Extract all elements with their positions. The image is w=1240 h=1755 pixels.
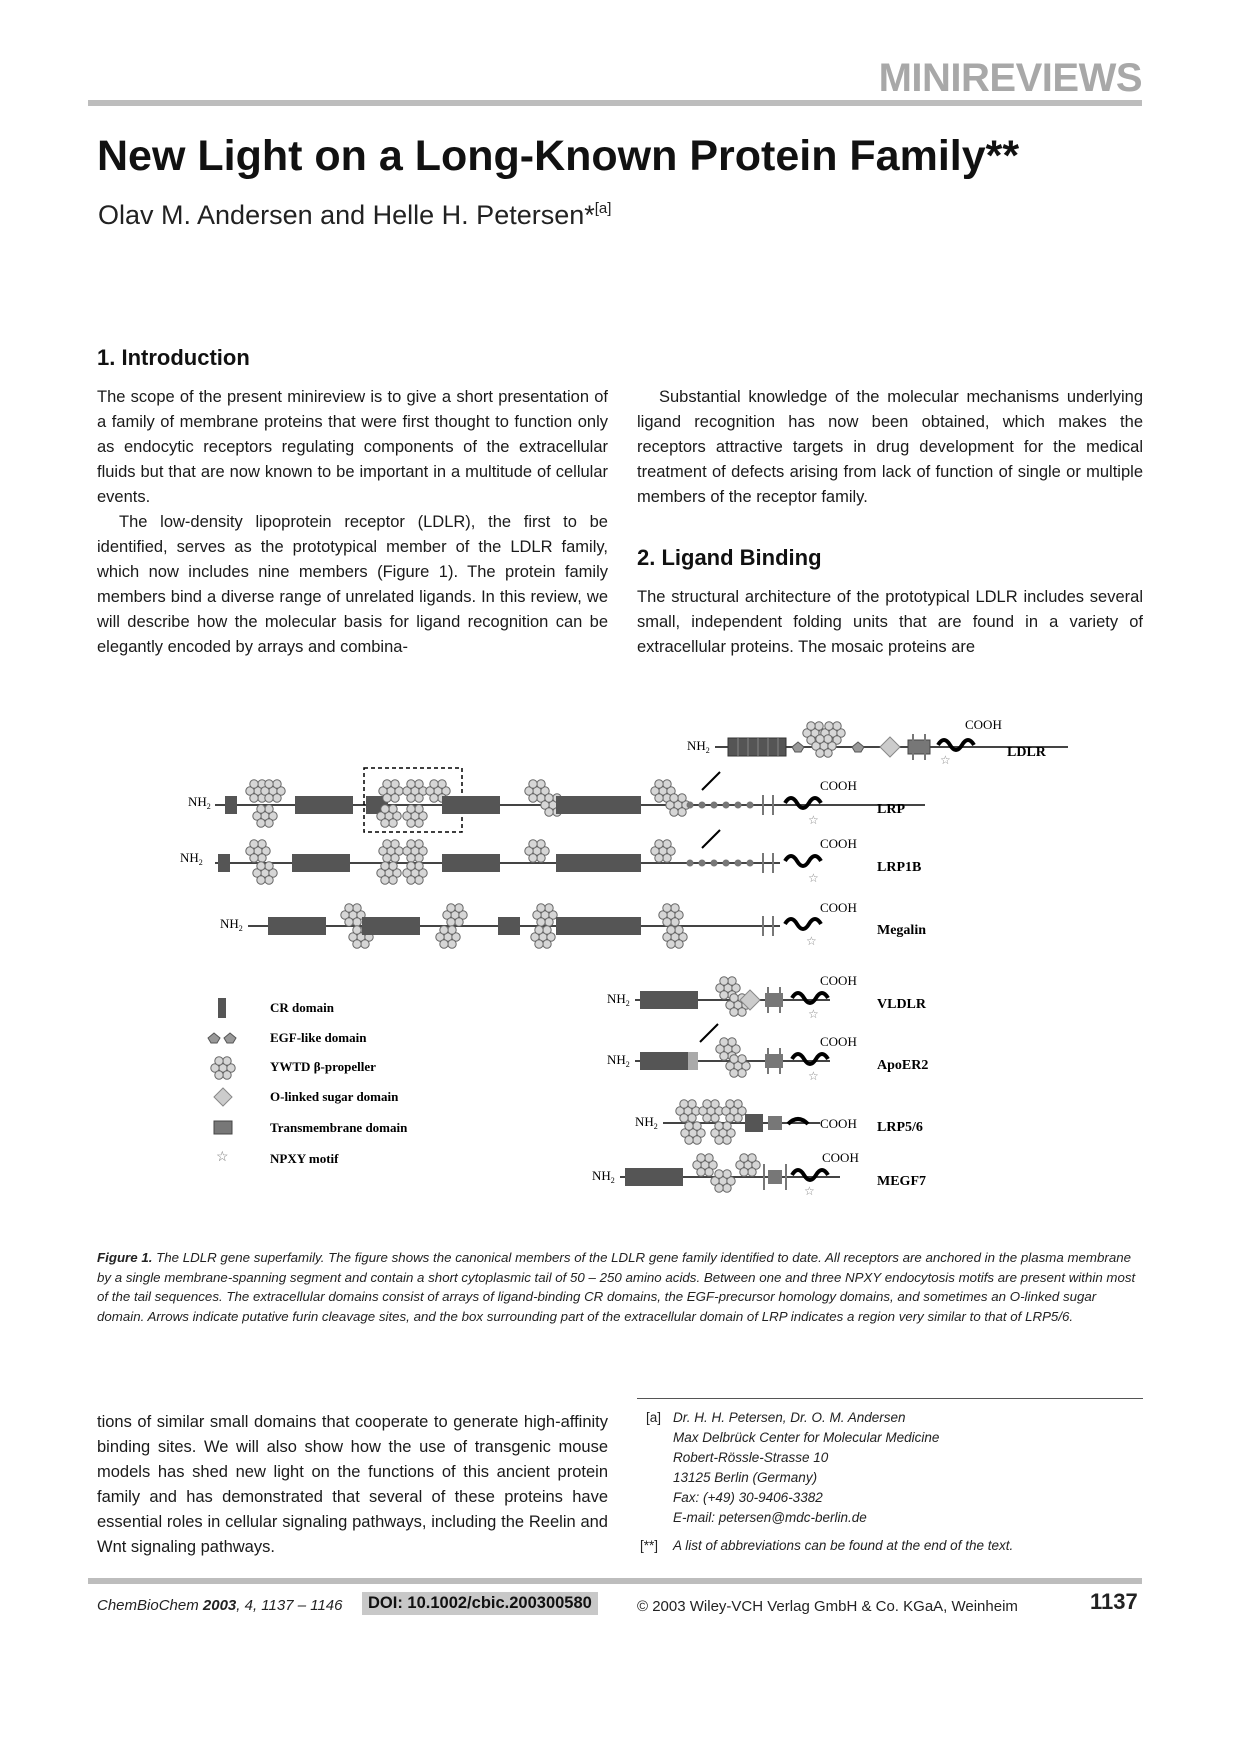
protein-label-ldlr: LDLR [1007, 745, 1046, 760]
ligand-column [637, 585, 1143, 660]
legend-label-tm: Transmembrane domain [270, 1120, 408, 1135]
footnote-line: Max Delbrück Center for Molecular Medicine [673, 1430, 940, 1445]
cooh-label: COOH [820, 836, 857, 851]
ligand-paragraph-1: The structural architecture of the prototypical LDLR includes several small, independent folding units that are found in a variety of extracellular proteins. The mosaic proteins are [637, 588, 1143, 656]
cooh-label: COOH [820, 1034, 857, 1049]
footer-rule [88, 1578, 1142, 1584]
cooh-label: COOH [820, 973, 857, 988]
protein-label-lrp1b: LRP1B [877, 860, 922, 875]
author-names: Olav M. Andersen and Helle H. Petersen* [98, 200, 595, 230]
article-authors [98, 200, 611, 231]
continuation-column [97, 1410, 608, 1560]
caption-text: The LDLR gene superfamily. The figure shows the canonical members of the LDLR gene family identified to date. All receptors are anchored in the plasma membrane by a single membrane-spanning segment and contain a short cytoplasmic tail of 50 – 250 amino acids. Between one and three NPXY endocytosis motifs are present within most of the tail sequences. The extracellular domains consist of arrays of ligand-binding CR domains, the EGF-precursor homology domains, and sometimes an O-linked sugar domain. Arrows indicate putative furin cleavage sites, and the box surrounding part of the extracellular domain of LRP indicates a region very similar to that of LRP5/6. [97, 1250, 1136, 1324]
transmembrane-glyph [214, 1121, 232, 1134]
legend-label-cr: CR domain [270, 1000, 334, 1015]
cooh-label: COOH [820, 778, 857, 793]
row-lrp [188, 768, 925, 832]
header-rule [88, 100, 1142, 106]
nh2-label: $NH_2$ [687, 738, 710, 755]
figure-1-diagram [180, 700, 1080, 1240]
page-number: 1137 [1090, 1589, 1138, 1614]
row-lrp5-6 [635, 1100, 923, 1144]
article-title: New Light on a Long-Known Protein Family** [97, 132, 1020, 180]
npxy-motif-glyph: ☆ [216, 1150, 229, 1165]
protein-label-megf7: MEGF7 [877, 1174, 926, 1189]
footer-journal: ChemBioChem 2003, 4, 1137 – 1146 [97, 1597, 343, 1614]
footnote-rule [637, 1398, 1143, 1399]
intro-paragraph-1: The scope of the present minireview is to give a short presentation of a family of membrane proteins that were first thought to function only as endocytic receptors regulating components of the extracellular fluids but that are now known to be important in a multitude of cellular events. [97, 388, 608, 506]
row-megf7 [592, 1150, 926, 1198]
footnote-affiliation [673, 1408, 939, 1528]
npxy-star: ☆ [940, 753, 951, 767]
protein-label-megalin: Megalin [877, 923, 926, 938]
caption-label: Figure 1. [97, 1250, 153, 1265]
svg-text:☆: ☆ [806, 934, 817, 948]
protein-label-vldlr: VLDLR [877, 997, 927, 1012]
figure-legend [208, 998, 408, 1166]
intro-paragraph-3: Substantial knowledge of the molecular mechanisms underlying ligand recognition has now been obtained, which makes the receptors attractive targets in drug development for the medical treatment of defects arising from lack of function of single or multiple members of the receptor family. [637, 388, 1143, 506]
egf-domain-glyph [208, 1033, 220, 1043]
footer-doi[interactable]: DOI: 10.1002/cbic.200300580 [362, 1592, 598, 1615]
row-megalin [220, 900, 926, 948]
sugar-domain-glyph [214, 1088, 232, 1106]
svg-text:☆: ☆ [804, 1184, 815, 1198]
svg-text:☆: ☆ [808, 871, 819, 885]
protein-label-apoer2: ApoER2 [877, 1058, 929, 1073]
legend-label-npxy: NPXY motif [270, 1151, 339, 1166]
footnote-a-tag: [a] [646, 1410, 662, 1425]
footnote-star-tag: [**] [640, 1538, 659, 1553]
footnote-line: 13125 Berlin (Germany) [673, 1470, 818, 1485]
cr-domain-glyph [218, 998, 226, 1018]
footnote-line: Dr. H. H. Petersen, Dr. O. M. Andersen [673, 1410, 906, 1425]
nh2-label: $NH_2$ [180, 850, 203, 867]
svg-text:☆: ☆ [808, 1007, 819, 1021]
nh2-label: $NH_2$ [635, 1114, 658, 1131]
section-label: MINIREVIEWS [878, 56, 1142, 100]
continuation-paragraph: tions of similar small domains that cooperate to generate high-affinity binding sites. We will also show how the use of transgenic mouse models has shed new light on the functions of this ancient protein family and has demonstrated that several of these proteins have essential roles in cellular signaling pathways, including the Reelin and Wnt signaling pathways. [97, 1413, 608, 1556]
cooh-label: COOH [965, 717, 1002, 732]
nh2-label: $NH_2$ [188, 794, 211, 811]
row-vldlr [607, 973, 927, 1021]
footnote-line: Fax: (+49) 30-9406-3382 [673, 1490, 823, 1505]
cooh-label: COOH [820, 900, 857, 915]
heading-introduction: 1. Introduction [97, 345, 250, 370]
nh2-label: $NH_2$ [607, 1052, 630, 1069]
svg-text:☆: ☆ [808, 1069, 819, 1083]
nh2-label: $NH_2$ [607, 991, 630, 1008]
footer-copyright: © 2003 Wiley-VCH Verlag GmbH & Co. KGaA, Weinheim [637, 1598, 1018, 1615]
footnote-line: Robert-Rössle-Strasse 10 [673, 1450, 829, 1465]
svg-text:☆: ☆ [808, 813, 819, 827]
intro-column [97, 385, 608, 660]
heading-ligand-binding: 2. Ligand Binding [637, 545, 822, 570]
row-apoer2 [607, 1024, 928, 1083]
nh2-label: $NH_2$ [592, 1168, 615, 1185]
author-affiliation-mark: [a] [594, 200, 612, 217]
legend-label-egf: EGF-like domain [270, 1030, 367, 1045]
figure-caption [97, 1248, 1143, 1326]
ywtd-propeller-glyph [211, 1057, 235, 1079]
legend-label-ywtd: YWTD β-propeller [270, 1059, 376, 1074]
footnote-line: E-mail: petersen@mdc-berlin.de [673, 1510, 867, 1525]
protein-label-lrp5-6: LRP5/6 [877, 1120, 923, 1135]
cooh-label: COOH [822, 1150, 859, 1165]
nh2-label: $NH_2$ [220, 916, 243, 933]
row-ldlr [687, 717, 1068, 767]
right-column-top [637, 385, 1143, 510]
legend-label-sugar: O-linked sugar domain [270, 1089, 399, 1104]
intro-paragraph-2: The low-density lipoprotein receptor (LDLR), the first to be identified, serves as the prototypical member of the LDLR family, which now includes nine members (Figure 1). The protein family members bind a diverse range of unrelated ligands. In this review, we will describe how the molecular basis for ligand recognition can be elegantly encoded by arrays and combina- [97, 513, 608, 656]
row-lrp1b [180, 830, 921, 885]
cooh-label: COOH [820, 1116, 857, 1131]
footnote-abbreviations: A list of abbreviations can be found at the end of the text. [673, 1538, 1014, 1553]
protein-label-lrp: LRP [877, 802, 905, 817]
